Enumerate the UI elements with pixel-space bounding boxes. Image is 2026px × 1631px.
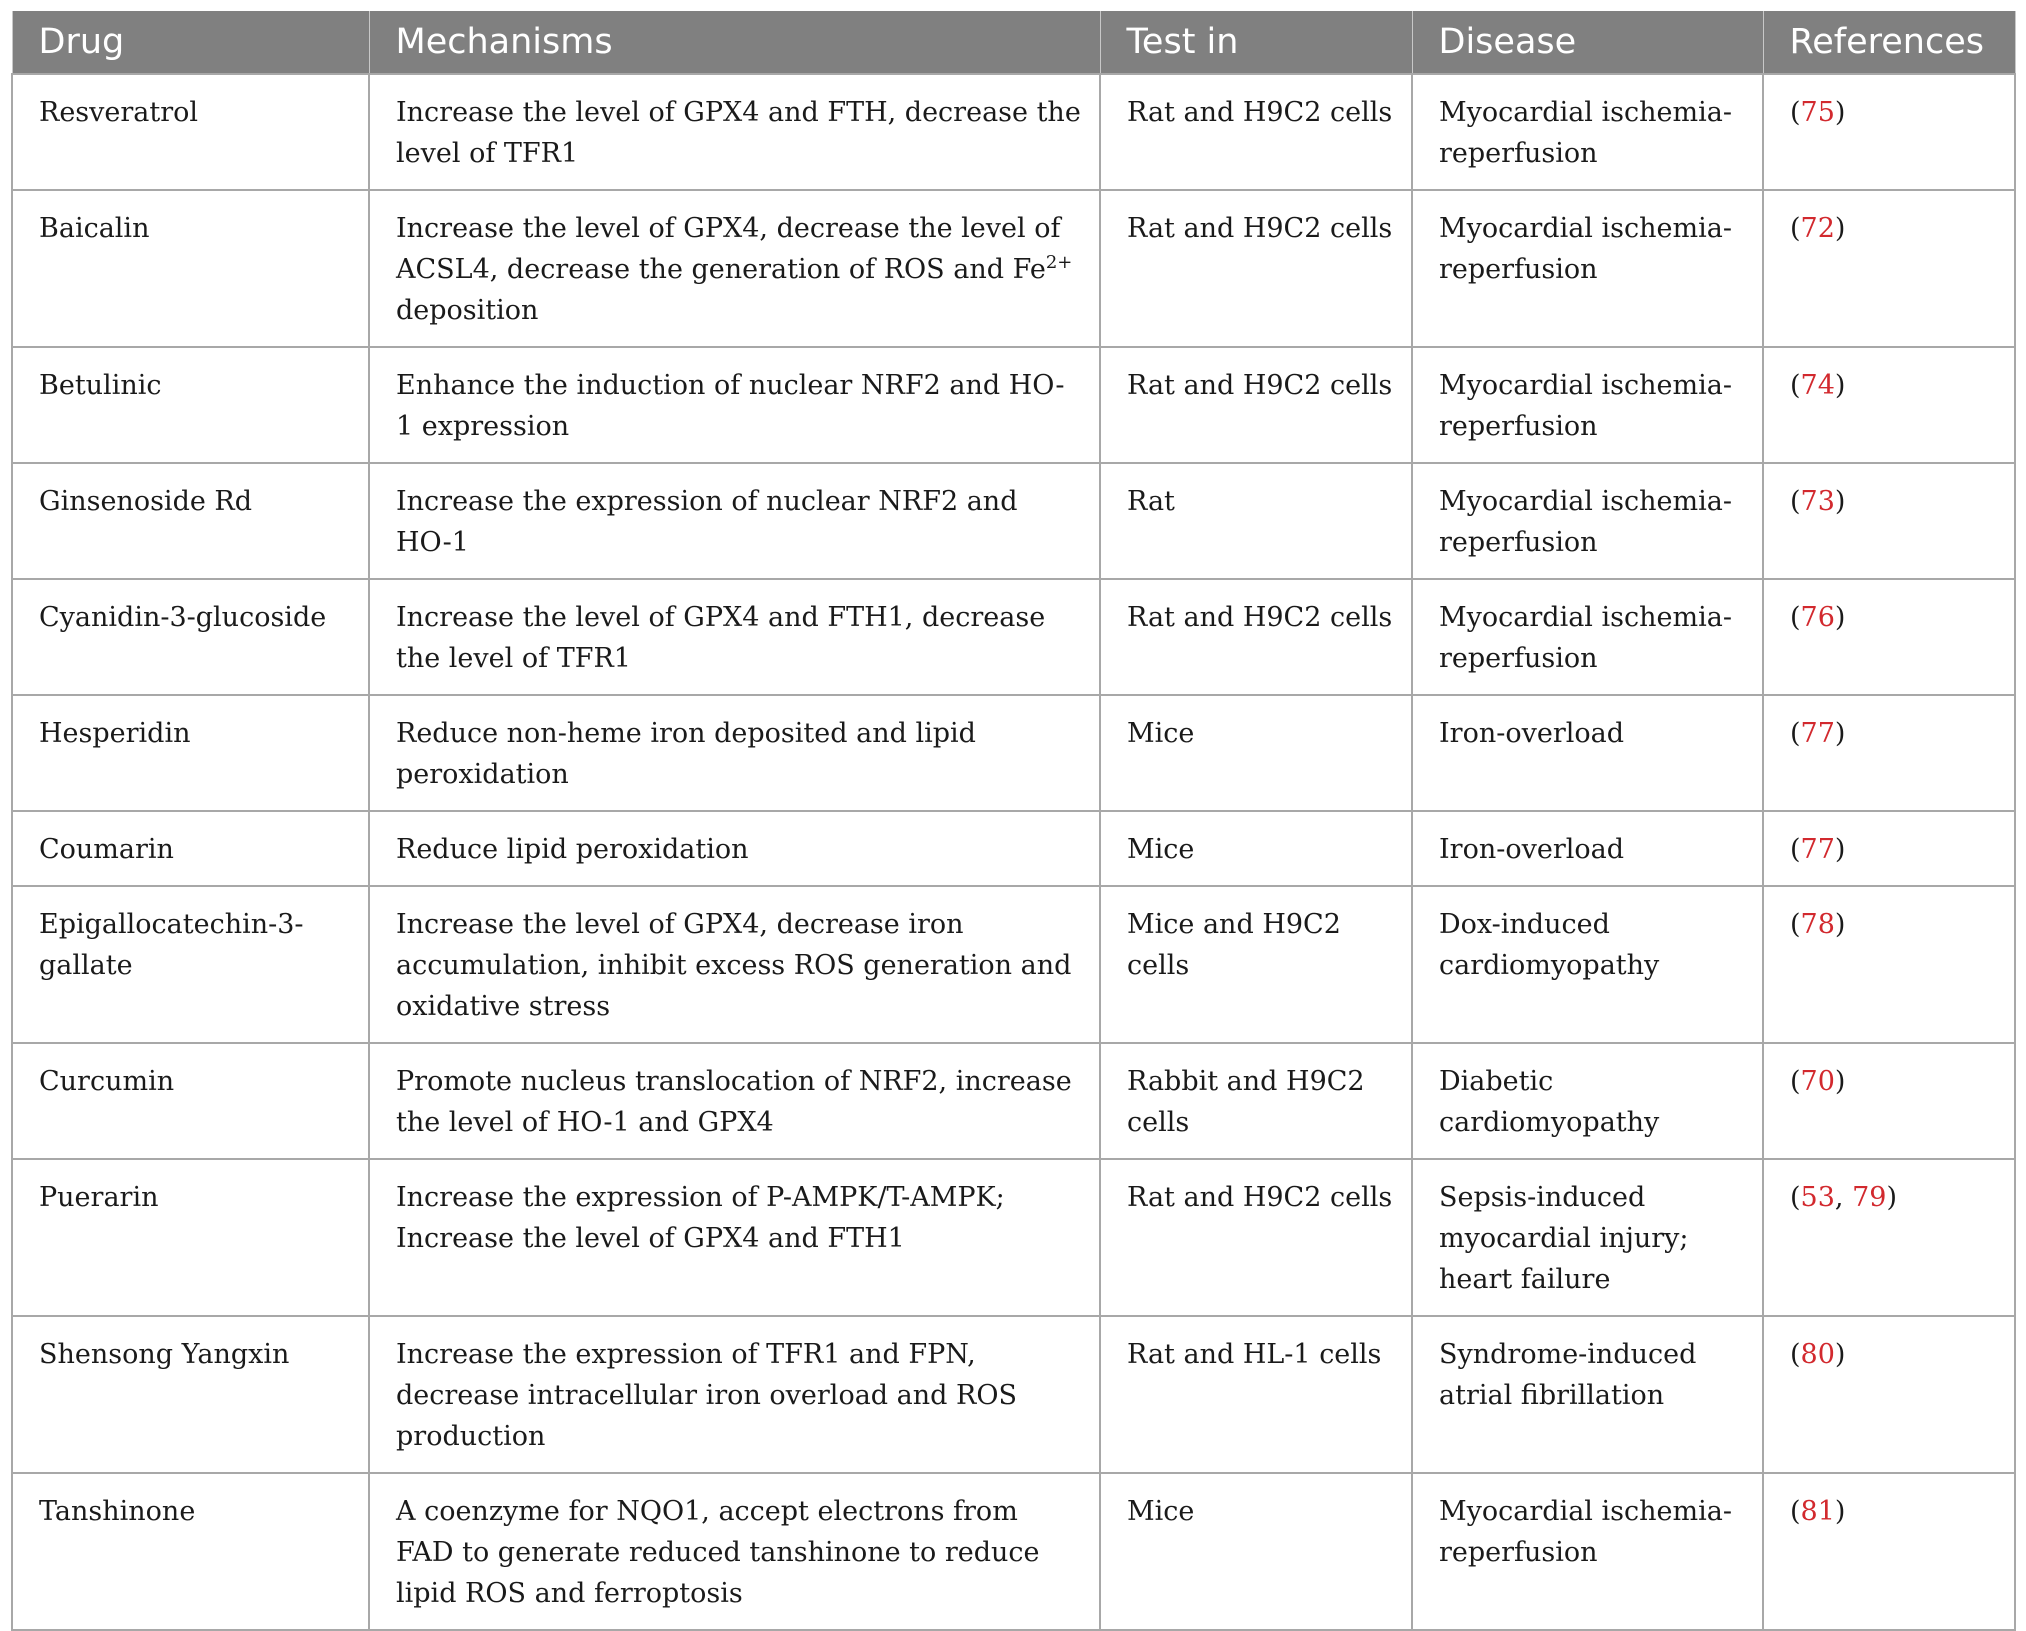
table-row — [12, 463, 2015, 579]
references-cell: (80) — [1763, 1316, 2015, 1473]
mechanism-cell: Increase the expression of TFR1 and FPN, decrease intracellular iron overload and ROS production — [369, 1316, 1100, 1473]
reference-link[interactable]: 75 — [1800, 97, 1835, 128]
disease-cell: Myocardial ischemia-reperfusion — [1412, 190, 1763, 347]
test-in-cell: Mice and H9C2 cells — [1100, 886, 1412, 1043]
drug-cell: Hesperidin — [12, 695, 369, 811]
test-in-cell: Rabbit and H9C2 cells — [1100, 1043, 1412, 1159]
drug-cell: Resveratrol — [12, 74, 369, 190]
disease-cell: Myocardial ischemia-reperfusion — [1412, 74, 1763, 190]
mechanism-text: Increase the level of GPX4, decrease the level of ACSL4, decrease the generation of ROS and Fe — [396, 213, 1061, 285]
references-cell: (72) — [1763, 190, 2015, 347]
mechanism-cell: Enhance the induction of nuclear NRF2 and HO-1 expression — [369, 347, 1100, 463]
references-cell: (73) — [1763, 463, 2015, 579]
table-row — [12, 886, 2015, 1043]
table-body — [12, 74, 2015, 1630]
disease-cell: Diabetic cardiomyopathy — [1412, 1043, 1763, 1159]
references-cell: (75) — [1763, 74, 2015, 190]
mechanism-cell: Increase the expression of P-AMPK/T-AMPK; Increase the level of GPX4 and FTH1 — [369, 1159, 1100, 1316]
references-cell: (76) — [1763, 579, 2015, 695]
reference-link[interactable]: 53 — [1800, 1182, 1835, 1213]
reference-link[interactable]: 74 — [1800, 370, 1835, 401]
references-cell: (77) — [1763, 695, 2015, 811]
test-in-cell: Rat and H9C2 cells — [1100, 74, 1412, 190]
mechanism-cell: Increase the level of GPX4 and FTH1, decrease the level of TFR1 — [369, 579, 1100, 695]
reference-link[interactable]: 76 — [1800, 602, 1835, 633]
header-drug: Drug — [12, 11, 369, 74]
reference-link[interactable]: 72 — [1800, 213, 1835, 244]
table-row — [12, 74, 2015, 190]
drug-mechanism-table — [11, 11, 2016, 1631]
references-cell: (78) — [1763, 886, 2015, 1043]
drug-cell: Cyanidin-3-glucoside — [12, 579, 369, 695]
test-in-cell: Rat and H9C2 cells — [1100, 579, 1412, 695]
test-in-cell: Mice — [1100, 811, 1412, 886]
table-row — [12, 1159, 2015, 1316]
header-references: References — [1763, 11, 2015, 74]
drug-table-container — [11, 11, 2014, 1631]
test-in-cell: Mice — [1100, 1473, 1412, 1630]
references-cell: (77) — [1763, 811, 2015, 886]
mechanism-cell — [369, 190, 1100, 347]
reference-link[interactable]: 77 — [1800, 718, 1835, 749]
superscript-charge: 2+ — [1045, 252, 1073, 273]
reference-link[interactable]: 73 — [1800, 486, 1835, 517]
table-row — [12, 190, 2015, 347]
header-mechanisms: Mechanisms — [369, 11, 1100, 74]
test-in-cell: Rat and H9C2 cells — [1100, 190, 1412, 347]
test-in-cell: Mice — [1100, 695, 1412, 811]
header-row — [12, 11, 2015, 74]
mechanism-cell: Increase the level of GPX4, decrease iron accumulation, inhibit excess ROS generation and oxidative stress — [369, 886, 1100, 1043]
mechanism-text: deposition — [396, 295, 539, 326]
reference-link[interactable]: 79 — [1852, 1182, 1887, 1213]
header-test-in: Test in — [1100, 11, 1412, 74]
drug-cell: Tanshinone — [12, 1473, 369, 1630]
table-row — [12, 1316, 2015, 1473]
references-cell: (81) — [1763, 1473, 2015, 1630]
disease-cell: Dox-induced cardiomyopathy — [1412, 886, 1763, 1043]
table-row — [12, 695, 2015, 811]
mechanism-cell: Reduce lipid peroxidation — [369, 811, 1100, 886]
references-cell: (53, 79) — [1763, 1159, 2015, 1316]
disease-cell: Myocardial ischemia-reperfusion — [1412, 579, 1763, 695]
disease-cell: Myocardial ischemia-reperfusion — [1412, 1473, 1763, 1630]
table-row — [12, 1473, 2015, 1630]
disease-cell: Myocardial ischemia-reperfusion — [1412, 347, 1763, 463]
table-row — [12, 347, 2015, 463]
disease-cell: Myocardial ischemia-reperfusion — [1412, 463, 1763, 579]
references-cell: (70) — [1763, 1043, 2015, 1159]
mechanism-cell: Increase the expression of nuclear NRF2 and HO-1 — [369, 463, 1100, 579]
disease-cell: Iron-overload — [1412, 811, 1763, 886]
reference-link[interactable]: 77 — [1800, 834, 1835, 865]
drug-cell: Betulinic — [12, 347, 369, 463]
table-row — [12, 811, 2015, 886]
mechanism-cell: A coenzyme for NQO1, accept electrons from FAD to generate reduced tanshinone to reduce lipid ROS and ferroptosis — [369, 1473, 1100, 1630]
table-row — [12, 579, 2015, 695]
mechanism-cell: Promote nucleus translocation of NRF2, increase the level of HO-1 and GPX4 — [369, 1043, 1100, 1159]
disease-cell: Iron-overload — [1412, 695, 1763, 811]
reference-link[interactable]: 78 — [1800, 909, 1835, 940]
disease-cell: Syndrome-induced atrial fibrillation — [1412, 1316, 1763, 1473]
references-cell: (74) — [1763, 347, 2015, 463]
reference-link[interactable]: 81 — [1800, 1496, 1835, 1527]
drug-cell: Shensong Yangxin — [12, 1316, 369, 1473]
drug-cell: Coumarin — [12, 811, 369, 886]
drug-cell: Puerarin — [12, 1159, 369, 1316]
reference-link[interactable]: 70 — [1800, 1066, 1835, 1097]
table-row — [12, 1043, 2015, 1159]
mechanism-cell: Reduce non-heme iron deposited and lipid peroxidation — [369, 695, 1100, 811]
header-disease: Disease — [1412, 11, 1763, 74]
mechanism-cell: Increase the level of GPX4 and FTH, decrease the level of TFR1 — [369, 74, 1100, 190]
drug-cell: Ginsenoside Rd — [12, 463, 369, 579]
test-in-cell: Rat — [1100, 463, 1412, 579]
test-in-cell: Rat and H9C2 cells — [1100, 347, 1412, 463]
drug-cell: Curcumin — [12, 1043, 369, 1159]
reference-link[interactable]: 80 — [1800, 1339, 1835, 1370]
test-in-cell: Rat and HL-1 cells — [1100, 1316, 1412, 1473]
drug-cell: Epigallocatechin-3-gallate — [12, 886, 369, 1043]
test-in-cell: Rat and H9C2 cells — [1100, 1159, 1412, 1316]
drug-cell: Baicalin — [12, 190, 369, 347]
disease-cell: Sepsis-induced myocardial injury; heart failure — [1412, 1159, 1763, 1316]
